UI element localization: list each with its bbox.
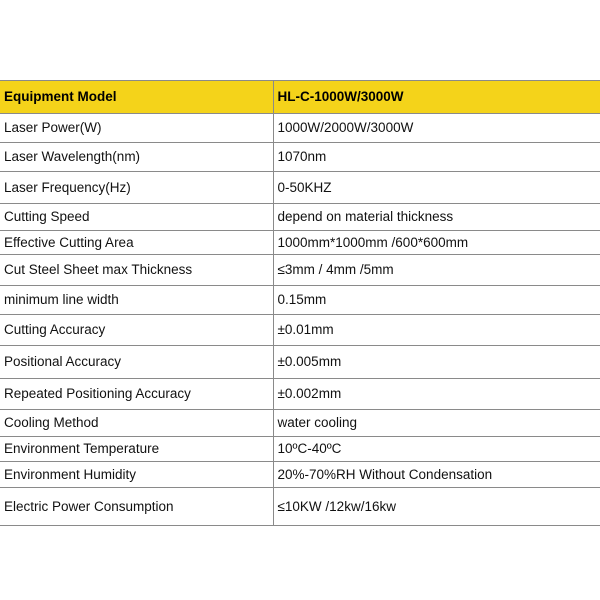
row-value: ±0.002mm — [273, 379, 600, 410]
row-label: Laser Frequency(Hz) — [0, 172, 273, 204]
row-label: Effective Cutting Area — [0, 231, 273, 255]
row-value: 1000mm*1000mm /600*600mm — [273, 231, 600, 255]
table-row — [0, 315, 600, 346]
table-row — [0, 437, 600, 462]
row-label: Cutting Accuracy — [0, 315, 273, 346]
table-row — [0, 462, 600, 488]
row-label: minimum line width — [0, 286, 273, 315]
spec-table — [0, 80, 600, 526]
header-label: Equipment Model — [0, 81, 273, 114]
row-label: Positional Accuracy — [0, 346, 273, 379]
table-row — [0, 286, 600, 315]
row-value: ±0.01mm — [273, 315, 600, 346]
row-label: Laser Wavelength(nm) — [0, 143, 273, 172]
table-row — [0, 346, 600, 379]
row-value: water cooling — [273, 410, 600, 437]
table-row — [0, 204, 600, 231]
table-row — [0, 255, 600, 286]
row-value: 1070nm — [273, 143, 600, 172]
row-label: Cut Steel Sheet max Thickness — [0, 255, 273, 286]
row-value: ±0.005mm — [273, 346, 600, 379]
row-label: Repeated Positioning Accuracy — [0, 379, 273, 410]
row-label: Electric Power Consumption — [0, 488, 273, 526]
table-row — [0, 488, 600, 526]
row-value: ≤10KW /12kw/16kw — [273, 488, 600, 526]
row-label: Cooling Method — [0, 410, 273, 437]
row-value: 10ºC-40ºC — [273, 437, 600, 462]
row-label: Environment Temperature — [0, 437, 273, 462]
table-row — [0, 231, 600, 255]
table-row — [0, 410, 600, 437]
row-value: 0.15mm — [273, 286, 600, 315]
row-value: 1000W/2000W/3000W — [273, 114, 600, 143]
row-value: depend on material thickness — [273, 204, 600, 231]
row-value: 20%-70%RH Without Condensation — [273, 462, 600, 488]
header-value: HL-C-1000W/3000W — [273, 81, 600, 114]
row-label: Cutting Speed — [0, 204, 273, 231]
row-value: ≤3mm / 4mm /5mm — [273, 255, 600, 286]
table-header-row — [0, 81, 600, 114]
table-row — [0, 114, 600, 143]
table-row — [0, 172, 600, 204]
row-label: Environment Humidity — [0, 462, 273, 488]
row-label: Laser Power(W) — [0, 114, 273, 143]
table-row — [0, 379, 600, 410]
table-row — [0, 143, 600, 172]
row-value: 0-50KHZ — [273, 172, 600, 204]
